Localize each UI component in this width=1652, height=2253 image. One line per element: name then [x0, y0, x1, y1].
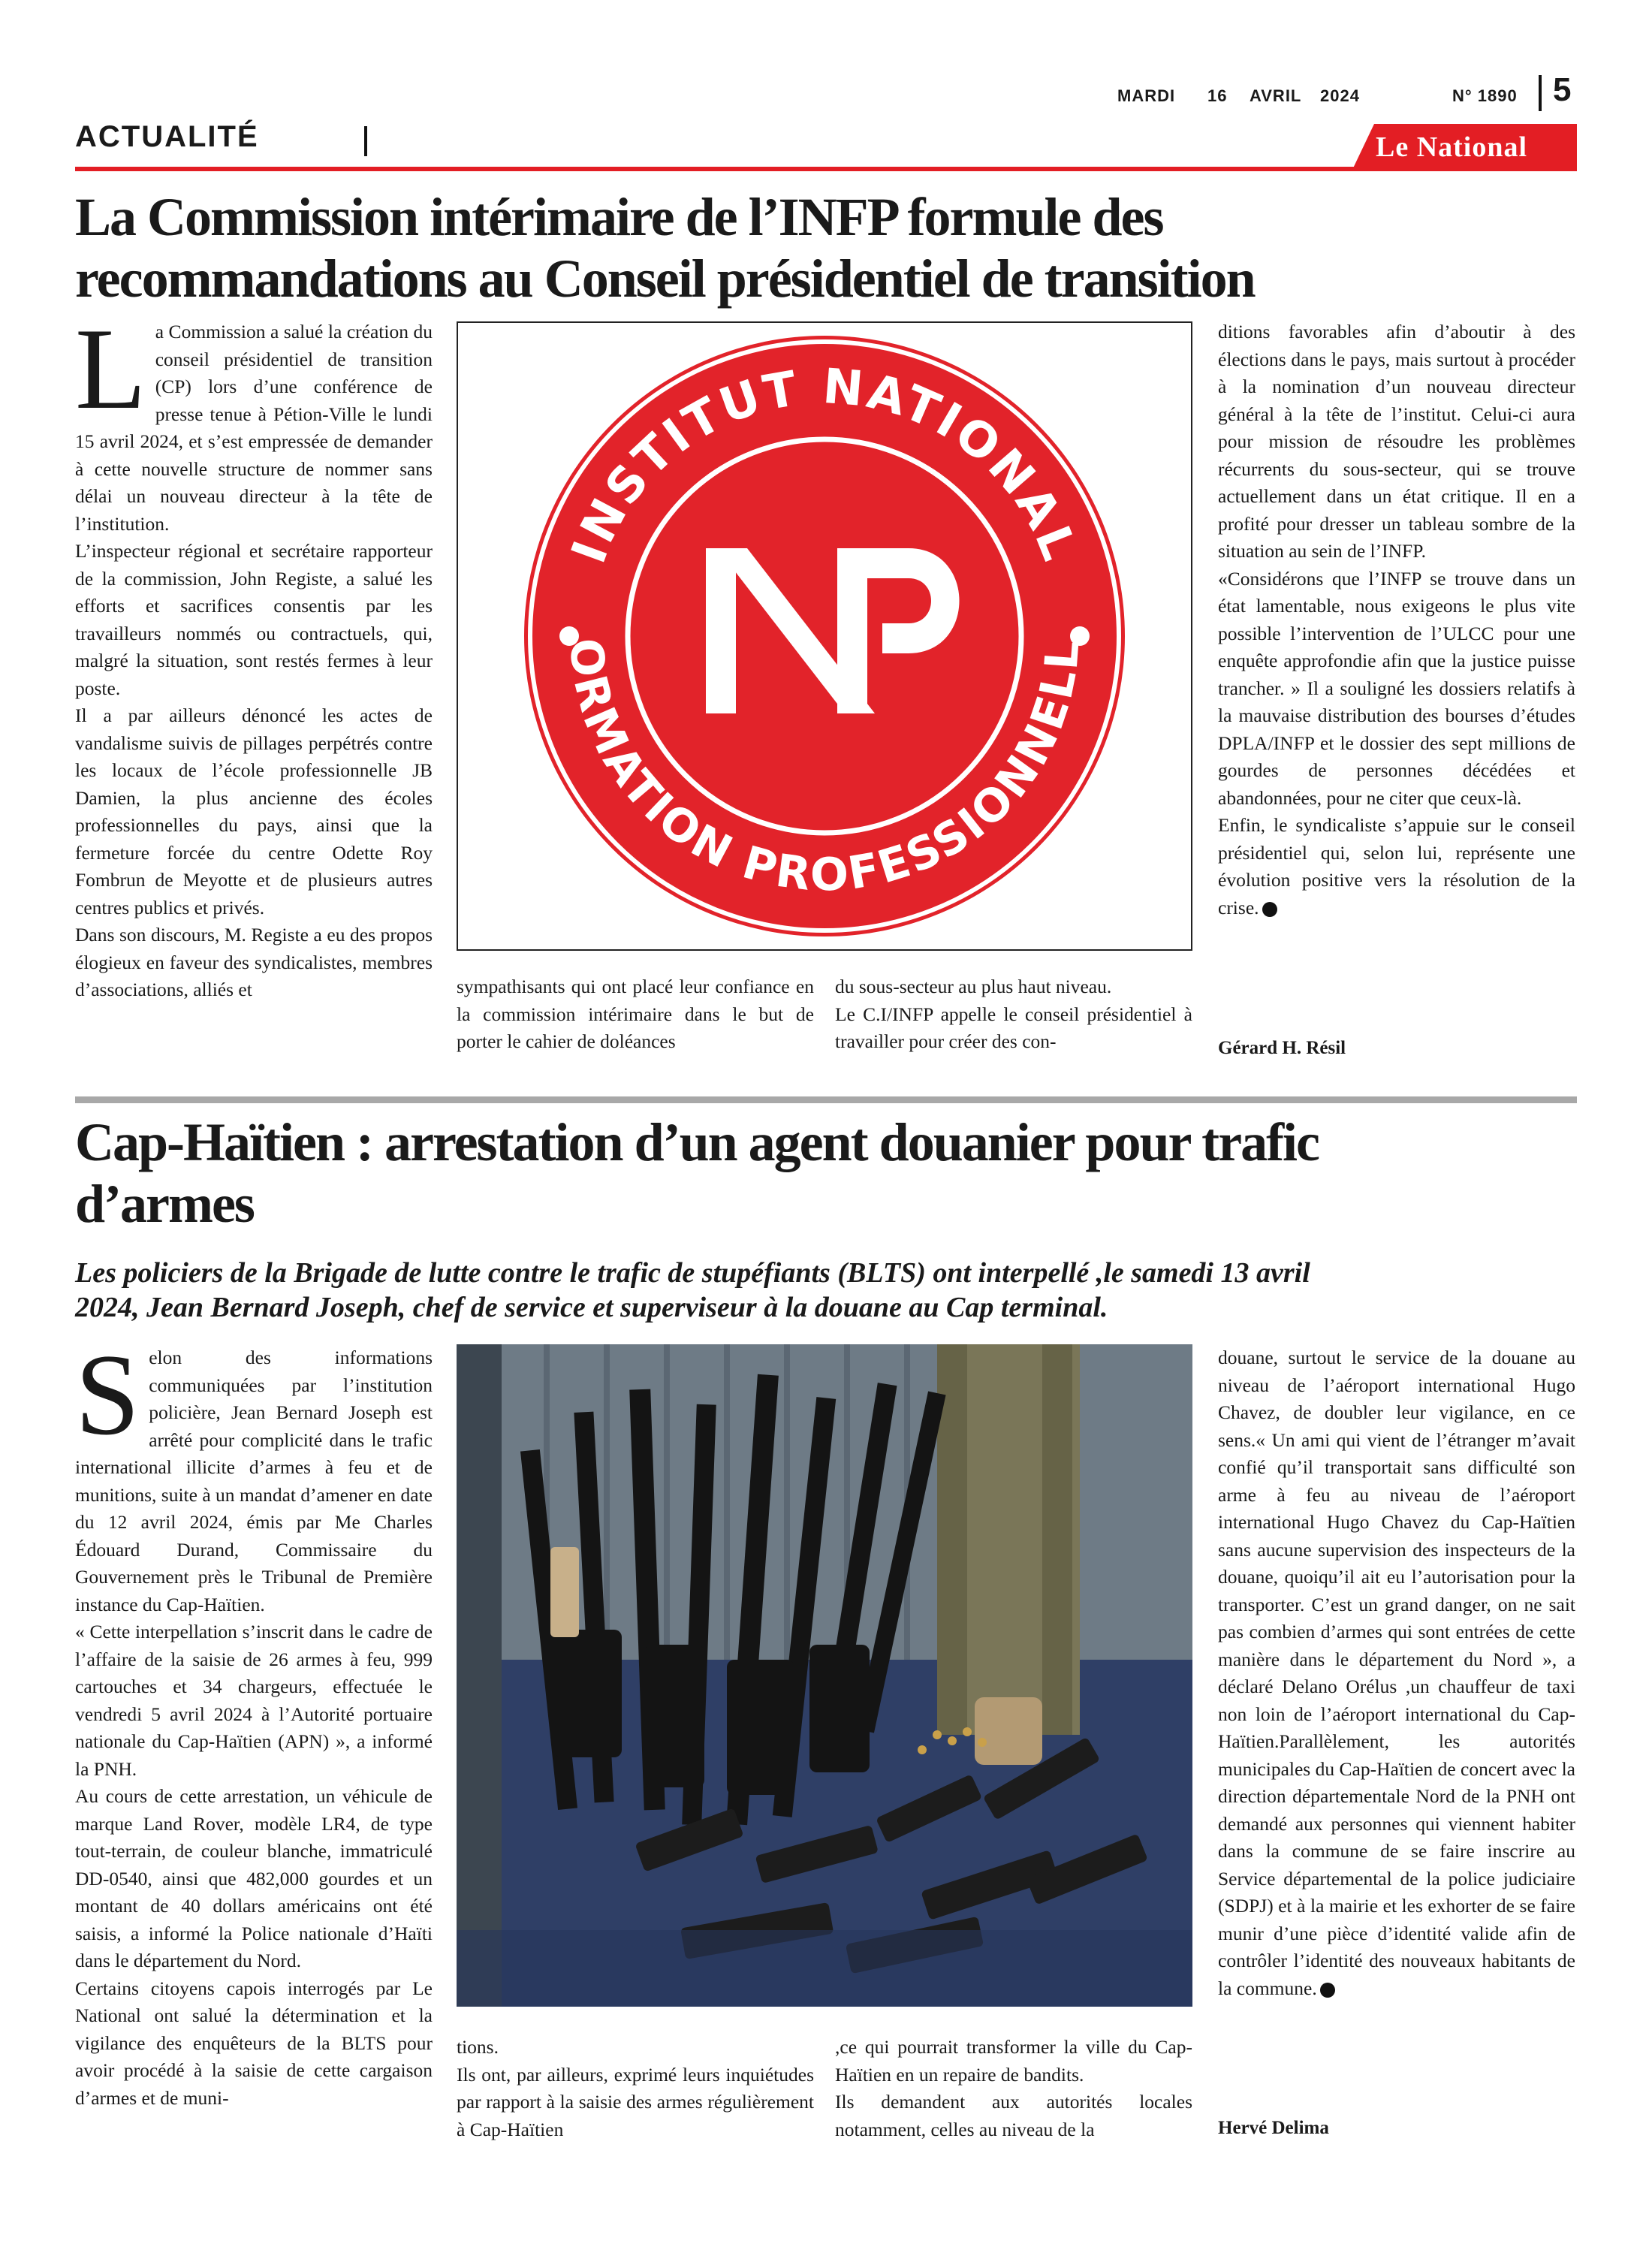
article1-paragraph: ditions favorables afin d’aboutir à des élections dans le pays, mais surtout à procéder à la nomination d’un nouveau directeur général à la tête de l’institut. Celui-ci aura pour mission de résoudre les problèmes récurrents du sous-secteur, qui se trouve actuellement dans un état critique. Il en a profité pour dresser un tableau sombre de la situation au sein de l’INFP.	[1218, 321, 1575, 562]
article1-paragraph: Dans son discours, M. Registe a eu des propos élogieux en faveur des syndicalistes, membres d’associations, alliés et	[75, 924, 433, 1000]
article1-paragraph: du sous-secteur au plus haut niveau.	[835, 976, 1112, 997]
article2-paragraph: « Cette interpellation s’inscrit dans le cadre de l’affaire de la saisie de 26 armes à feu, 999 cartouches et 34 chargeurs, effectuée le vendredi 5 avril 2024 à l’Autorité portuaire nationale du Cap-Haïtien (APN) », a informé la PNH.	[75, 1621, 433, 1780]
article1-paragraph: «Considérons que l’INFP se trouve dans un état lamentable, nous exigeons le plus vite possible l’intervention de l’ULCC pour une enquête approfondie afin que la justice puisse trancher. » Il a souligné les dossiers relatifs à la mauvaise distribution des bourses d’études DPLA/INFP et le dossier des sept millions de gourdes de personnes décédées et abandonnées, pour ne citer que ceux-là.	[1218, 567, 1575, 809]
page-number: 5	[1553, 71, 1572, 108]
article2-column-left	[75, 1344, 433, 2193]
article2-paragraph: ,ce qui pourrait transformer la ville du Cap-Haïtien en un repaire de bandits.	[835, 2036, 1192, 2086]
logo-outer-ring	[524, 336, 1125, 936]
page-number-divider	[1539, 75, 1542, 111]
end-mark-icon	[1262, 902, 1277, 917]
article2-paragraph: tions.	[457, 2036, 499, 2058]
article1-headline-line1: La Commission intérimaire de l’INFP formule des	[75, 187, 1163, 247]
article2-paragraph: Ils demandent aux autorités locales notamment, celles au niveau de la	[835, 2091, 1192, 2140]
end-mark-icon	[1320, 1983, 1335, 1998]
article2-closing-text: douane, surtout le service de la douane au niveau de l’aéroport international Hugo Chavez, de doubler leur vigilance, en ce sens.« Un ami qui vient de l’étranger m’avait confié qu’il transportait sans difficulté son arme à feu au niveau de l’aéroport international Hugo Chavez du Cap-Haïtien sans aucune supervision des inspecteurs de la douane, quoiqu’il ait eu l’autorisation pour la transporter. C’est un grand danger, on ne sait pas combien d’armes qui sont entrées de cette manière dans le département du Nord », a déclaré Delano Orélus ,un chauffeur de taxi non loin de l’aéroport international du Cap-Haïtien.Parallèlement, les autorités municipales du Cap-Haïtien de concert avec la direction départementale Nord de la PNH ont demandé aux personnes qui viennent habiter dans la commune de se faire inscrire au Service départemental de la police judiciaire (SDPJ) et à la mairie et les exhorter de se faire munir d’une pièce d’identité valide afin de contrôler l’identité des nouveaux habitants de la commune.	[1218, 1347, 1575, 1999]
newspaper-brand: Le National	[1376, 131, 1528, 163]
article2-headline	[75, 1111, 1577, 1235]
article2-column-mid-left	[457, 2034, 814, 2143]
seized-weapons-photo	[457, 1344, 1192, 2007]
article1-paragraph: sympathisants qui ont placé leur confiance en la commission intérimaire dans le but de porter le cahier de doléances	[457, 976, 814, 1052]
article1-headline	[75, 186, 1577, 309]
article2-column-right	[1218, 1344, 1575, 2002]
article2-byline: Hervé Delima	[1218, 2118, 1329, 2138]
article2-paragraph: Ils ont, par ailleurs, exprimé leurs inquiétudes par rapport à la saisie des armes régulièrement à Cap-Haïtien	[457, 2063, 814, 2140]
article2-deck-line1: Les policiers de la Brigade de lutte contre le trafic de stupéfiants (BLTS) ont interpellé ,le samedi 13 avril	[75, 1257, 1310, 1289]
article1-closing-text: Enfin, le syndicaliste s’appuie sur le conseil présidentiel qui, selon lui, représente une évolution positive vers la résolution de la crise.	[1218, 814, 1575, 918]
article1-column-right	[1218, 318, 1575, 921]
article2-paragraph: Au cours de cette arrestation, un véhicule de marque Land Rover, modèle LR4, de type tout-terrain, de couleur blanche, immatriculé DD-0540, ainsi que 482,000 gourdes et un montant de 40 dollars américains ont été saisis, a informé la Police nationale d’Haïti dans le département du Nord.	[75, 1785, 433, 1971]
article2-headline-line2: d’armes	[75, 1174, 254, 1234]
weapons-photo-illustration	[457, 1344, 1192, 2007]
date-year: 2024	[1320, 86, 1360, 105]
logo-arc-text-bottom: ORMATION PROFESSIONNELL	[559, 635, 1090, 902]
date-month: AVRIL	[1250, 86, 1302, 105]
logo-arc-text-top: INSTITUT NATIONAL	[561, 358, 1088, 571]
article1-paragraph: Le C.I/INFP appelle le conseil présidentiel à travailler pour créer des con-	[835, 1003, 1192, 1052]
article2-paragraph: Certains citoyens capois interrogés par Le National ont salué la détermination et la vigilance des enquêteurs de la BLTS pour avoir procédé à la saisie de cette cargaison d’armes et de muni-	[75, 1977, 433, 2109]
date-day: MARDI	[1117, 86, 1176, 105]
article1-byline: Gérard H. Résil	[1218, 1038, 1346, 1058]
article2-paragraph	[1218, 1344, 1575, 2002]
article1-column-mid-right	[835, 973, 1192, 1056]
article1-paragraph: L’inspecteur régional et secrétaire rapporteur de la commission, John Registe, a salué les efforts et sacrifices consentis par les travailleurs nommés ou contractuels, qui, malgré la situation, sont restés fermes à leur poste.	[75, 540, 433, 699]
article1-column-left	[75, 318, 433, 1069]
article1-paragraph: a Commission a salué la création du conseil présidentiel de transition (CP) lors d’une conférence de presse tenue à Pétion-Ville le lundi 15 avril 2024, et s’est empressée de demander à cette nouvelle structure de nommer sans délai un nouveau directeur à la tête de l’institution.	[75, 321, 433, 535]
infp-logo-frame	[457, 321, 1192, 951]
article2-paragraph: elon des informations communiquées par l’institution policière, Jean Bernard Joseph est arrêté pour complicité dans le trafic international illicite d’armes à feu et de munitions, suite à un mandat d’amener en date du 12 avril 2024, émis par Me Charles Édouard Durand, Commissaire du Gouvernement près le Tribunal de Première instance du Cap-Haïtien.	[75, 1347, 433, 1615]
section-rubric: ACTUALITÉ	[75, 120, 259, 153]
article2-dropcap: S	[75, 1344, 140, 1459]
rubric-divider	[364, 126, 367, 156]
article1-paragraph	[1218, 812, 1575, 921]
article1-paragraph: Il a par ailleurs dénoncé les actes de vandalisme suivis de pillages perpétrés contre les locaux de l’école professionnelle JB Damien, la plus ancienne des écoles professionnelles du pays, ainsi que la fermeture forcée du centre Odette Roy Fombrun de Meyotte et de plusieurs autres centres publics et privés.	[75, 704, 433, 918]
brand-bar-line	[75, 167, 1577, 171]
article-separator	[75, 1096, 1577, 1103]
infp-logo-image	[458, 323, 1191, 949]
article2-deck-line2: 2024, Jean Bernard Joseph, chef de service et superviseur à la douane au Cap terminal.	[75, 1292, 1108, 1323]
date-number: 16	[1207, 86, 1228, 105]
article1-column-mid-left	[457, 973, 814, 1056]
article2-headline-line1: Cap-Haïtien : arrestation d’un agent douanier pour trafic	[75, 1112, 1319, 1172]
article2-column-mid-right	[835, 2034, 1192, 2143]
article1-headline-line2: recommandations au Conseil présidentiel de transition	[75, 249, 1255, 309]
article1-dropcap: L	[75, 318, 146, 433]
issue-number: N° 1890	[1452, 86, 1518, 105]
article2-deck	[75, 1256, 1577, 1325]
